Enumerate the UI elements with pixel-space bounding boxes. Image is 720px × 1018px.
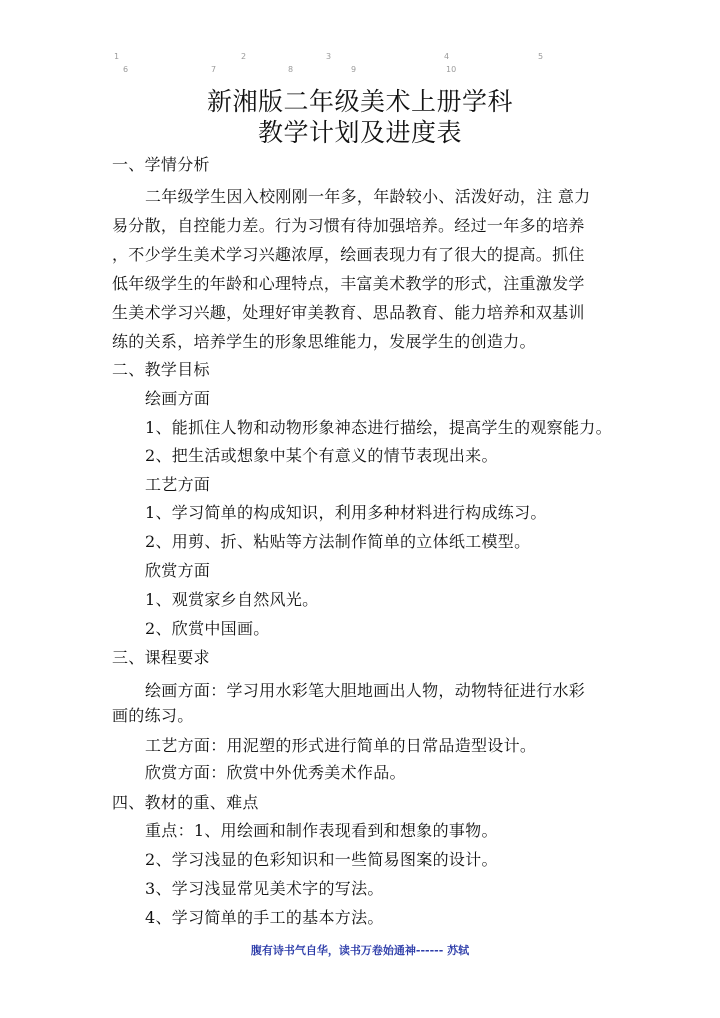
ruler-mark: 6: [123, 65, 129, 74]
list-item: 3、学习浅显常见美术字的写法。: [145, 879, 384, 898]
page-title: 新湘版二年级美术上册学科: [206, 87, 513, 116]
list-item: 2、学习浅显的色彩知识和一些简易图案的设计。: [145, 850, 498, 869]
ruler-mark: 3: [326, 52, 332, 61]
ruler-mark: 7: [211, 65, 217, 74]
footer-quote: 腹有诗书气自华，读书万卷始通神------ 苏轼: [250, 944, 470, 957]
paragraph-line: 绘画方面：学习用水彩笔大胆地画出人物，动物特征进行水彩: [145, 681, 586, 700]
ruler-top: [0, 52, 720, 64]
paragraph-line: 欣赏方面：欣赏中外优秀美术作品。: [145, 763, 406, 782]
section-heading-2: 二、教学目标: [112, 360, 210, 379]
ruler-mark: 1: [114, 52, 120, 61]
section-heading-1: 一、学情分析: [112, 155, 210, 174]
paragraph-line: 练的关系，培养学生的形象思维能力，发展学生的创造力。: [112, 332, 536, 351]
list-item: 2、把生活或想象中某个有意义的情节表现出来。: [145, 446, 498, 465]
paragraph-line: 生美术学习兴趣，处理好审美教育、思品教育、能力培养和双基训: [112, 303, 585, 322]
paragraph-line: ，不少学生美术学习兴趣浓厚，绘画表现力有了很大的提高。抓住: [112, 245, 585, 264]
ruler-mark: 4: [444, 52, 450, 61]
ruler-mark: 2: [241, 52, 247, 61]
section-heading-3: 三、课程要求: [112, 648, 210, 667]
page-subtitle: 教学计划及进度表: [257, 118, 462, 147]
list-item: 1、能抓住人物和动物形象神态进行描绘，提高学生的观察能力。: [145, 418, 612, 437]
ruler-mark: 8: [288, 65, 294, 74]
list-item: 重点：1、用绘画和制作表现看到和想象的事物。: [145, 821, 498, 840]
list-item: 4、学习简单的手工的基本方法。: [145, 908, 384, 927]
ruler-mark: 5: [538, 52, 544, 61]
list-item: 2、用剪、折、粘贴等方法制作简单的立体纸工模型。: [145, 532, 531, 551]
list-item: 2、欣赏中国画。: [145, 619, 270, 638]
paragraph-line: 画的练习。: [112, 706, 194, 725]
subheading-craft: 工艺方面: [145, 475, 211, 494]
subheading-appreciation: 欣赏方面: [145, 561, 211, 580]
section-heading-4: 四、教材的重、难点: [112, 793, 259, 812]
paragraph-line: 低年级学生的年龄和心理特点，丰富美术教学的形式，注重激发学: [112, 274, 585, 293]
subheading-painting: 绘画方面: [145, 389, 211, 408]
paragraph-line: 二年级学生因入校刚刚一年多，年龄较小、活泼好动，注 意力: [145, 187, 591, 206]
paragraph-line: 工艺方面：用泥塑的形式进行简单的日常品造型设计。: [145, 736, 537, 755]
paragraph-line: 易分散，自控能力差。行为习惯有待加强培养。经过一年多的培养: [112, 216, 585, 235]
list-item: 1、观赏家乡自然风光。: [145, 590, 319, 609]
ruler-mark: 10: [446, 65, 457, 74]
ruler-mark: 9: [351, 65, 357, 74]
ruler-bottom: [0, 65, 720, 77]
list-item: 1、学习简单的构成知识，利用多种材料进行构成练习。: [145, 503, 547, 522]
